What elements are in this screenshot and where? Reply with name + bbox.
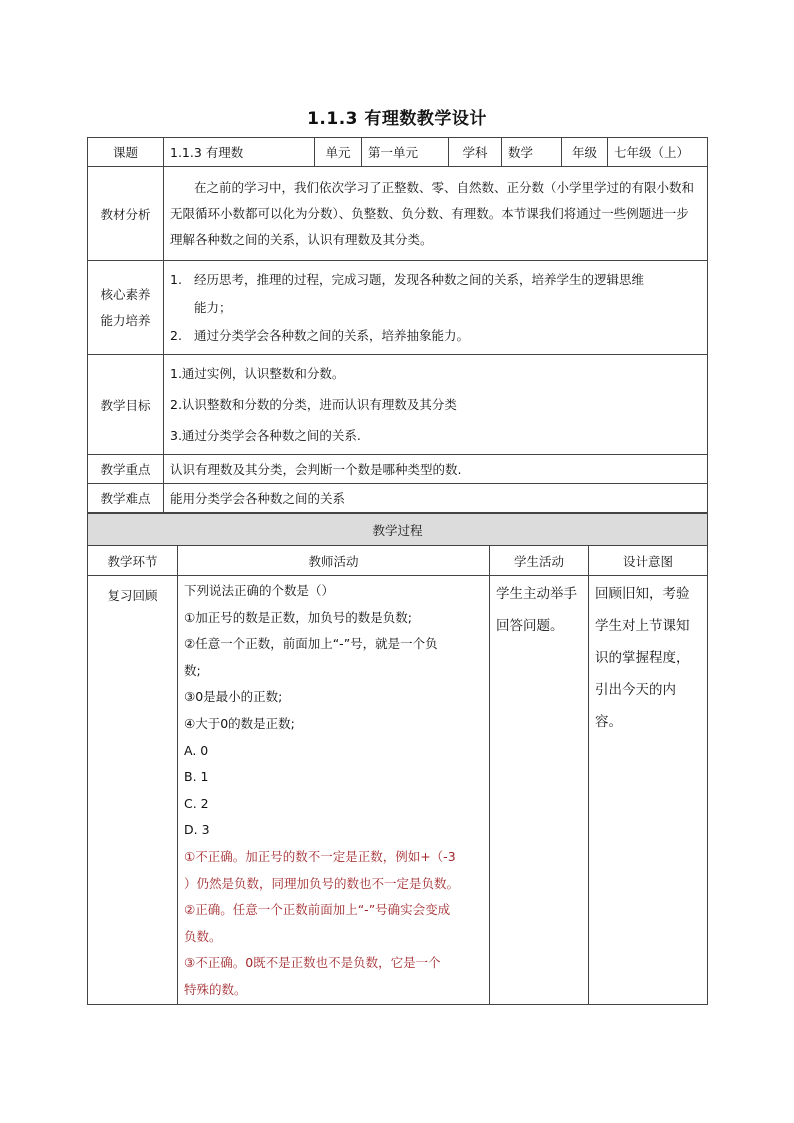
statement-3: ③0是最小的正数; <box>184 689 283 705</box>
goals-label: 教学目标 <box>88 355 164 455</box>
grade-value: 七年级（上） <box>608 138 708 167</box>
unit-label: 单元 <box>315 138 362 167</box>
literacy-item-2-text: 通过分类学会各种数之间的关系，培养抽象能力。 <box>194 327 470 343</box>
answer-line: ①不正确。加正号的数不一定是正数，例如+（-3 <box>184 848 456 864</box>
option-b: B. 1 <box>184 769 209 785</box>
statement-1: ①加正号的数是正数，加负号的数是负数; <box>184 609 412 625</box>
intent-line: 回顾旧知，考验 <box>595 586 690 602</box>
design-intent-cell <box>589 576 708 1005</box>
topic-value: 1.1.3 有理数 <box>164 138 315 167</box>
statement-2: ②任意一个正数，前面加上“-”号，就是一个负 <box>184 636 438 652</box>
unit-value: 第一单元 <box>362 138 449 167</box>
goal-item: 2.认识整数和分数的分类，进而认识有理数及其分类 <box>170 397 457 412</box>
option-a: A. 0 <box>184 742 209 758</box>
intent-line: 引出今天的内容。 <box>595 682 676 730</box>
literacy-label <box>88 261 164 355</box>
answer-line: ③不正确。0既不是正数也不是负数，它是一个 <box>184 955 441 971</box>
key-point-row <box>88 455 708 484</box>
process-header-row <box>88 514 708 546</box>
teaching-process-table <box>87 513 708 1005</box>
literacy-item-2 <box>170 322 701 350</box>
goals-content <box>164 355 708 455</box>
difficulty-row <box>88 484 708 513</box>
col-teacher-header: 教师活动 <box>178 546 490 576</box>
material-label: 教材分析 <box>88 167 164 261</box>
material-row <box>88 167 708 261</box>
header-row <box>88 138 708 167</box>
intent-line: 学生对上节课知 <box>595 618 690 634</box>
literacy-row <box>88 261 708 355</box>
literacy-label-line1: 核心素养 <box>100 286 151 302</box>
document-title: 1.1.3 有理数教学设计 <box>307 109 487 129</box>
review-row <box>88 576 708 1005</box>
option-c: C. 2 <box>184 795 209 811</box>
difficulty-label: 教学难点 <box>88 484 164 513</box>
goals-row <box>88 355 708 455</box>
key-point-text: 认识有理数及其分类，会判断一个数是哪种类型的数. <box>164 455 708 484</box>
answer-line: ②正确。任意一个正数前面加上“-”号确实会变成 <box>184 902 451 918</box>
intent-line: 识的掌握程度， <box>595 650 690 666</box>
teacher-activity-cell <box>178 576 490 1005</box>
subject-value: 数学 <box>502 138 562 167</box>
col-student-header: 学生活动 <box>490 546 589 576</box>
answer-line: ）仍然是负数，同理加负号的数也不一定是负数。 <box>184 875 460 891</box>
goal-item: 3.通过分类学会各种数之间的关系. <box>170 428 361 443</box>
subject-label: 学科 <box>449 138 502 167</box>
literacy-item-1 <box>170 266 701 294</box>
goal-item: 1.通过实例，认识整数和分数。 <box>170 366 345 381</box>
answer-line: 特殊的数。 <box>184 981 247 997</box>
option-d: D. 3 <box>184 822 210 838</box>
literacy-item-1-num: 1. <box>170 271 182 287</box>
literacy-item-2-num: 2. <box>170 327 182 343</box>
grade-label: 年级 <box>562 138 608 167</box>
process-columns-row <box>88 546 708 576</box>
answer-line: 负数。 <box>184 928 222 944</box>
statement-4: ④大于0的数是正数; <box>184 715 295 731</box>
process-header: 教学过程 <box>88 514 708 546</box>
lesson-info-table <box>87 137 708 513</box>
topic-label: 课题 <box>88 138 164 167</box>
difficulty-text: 能用分类学会各种数之间的关系 <box>164 484 708 513</box>
literacy-item-1-cont: 能力； <box>194 299 232 315</box>
key-point-label: 教学重点 <box>88 455 164 484</box>
question-stem: 下列说法正确的个数是（） <box>184 583 335 598</box>
stage-cell: 复习回顾 <box>88 576 178 1005</box>
student-line: 学生主动举手 <box>496 586 577 602</box>
col-intent-header: 设计意图 <box>589 546 708 576</box>
literacy-label-line2: 能力培养 <box>100 312 151 328</box>
material-text: 在之前的学习中，我们依次学习了正整数、零、自然数、正分数（小学里学过的有限小数和无限循环小数都可以化为分数）、负整数、负分数、有理数。本节课我们将通过一些例题进一步理解各种数之间的关系，认识有理数及其分类。 <box>164 167 708 261</box>
col-stage-header: 教学环节 <box>88 546 178 576</box>
student-activity-cell <box>490 576 589 1005</box>
statement-2-cont: 数; <box>184 662 201 678</box>
literacy-item-1-text: 经历思考，推理的过程，完成习题，发现各种数之间的关系，培养学生的逻辑思维 <box>194 271 645 287</box>
literacy-content <box>164 261 708 355</box>
student-line: 回答问题。 <box>496 618 564 634</box>
